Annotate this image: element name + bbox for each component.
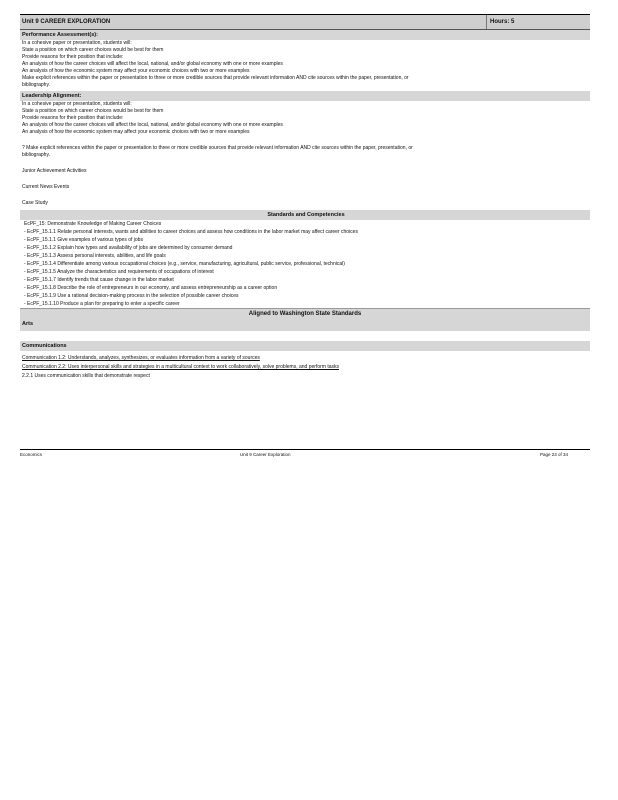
text-line: bibliography. — [22, 152, 50, 158]
standard-item: - EcPF_15.1.1 Give examples of various types of jobs — [24, 237, 143, 243]
text-line: An analysis of how the economic system may affect your economic choices with two or more examples — [22, 129, 250, 135]
footer-page-number: Page 23 of 34 — [540, 452, 569, 457]
text-line: bibliography. — [22, 82, 50, 88]
text-line: Provide reasons for their position that include: — [22, 115, 124, 121]
activity-item: Current News Events — [22, 184, 70, 190]
text-line: ? Make explicit references within the paper or presentation to three or more credible sources that provide relevant information AND cite sources within the paper, presentation, or — [22, 145, 413, 151]
text-line: Provide reasons for their position that include: — [22, 54, 124, 60]
activity-item: Case Study — [22, 200, 48, 206]
text-line: An analysis of how the career choices will affect the local, national, and/or global economy with one or more examples — [22, 61, 283, 67]
communications-heading: Communications — [20, 341, 590, 351]
performance-heading: Performance Assessment(s): — [20, 30, 590, 40]
standard-item: - EcPF_15.1.9 Use a rational decision-making process in the selection of possible career choices — [24, 293, 239, 299]
standard-item: - EcPF_15.1.8 Describe the role of entrepreneurs in our economy, and assess entrepreneurship as a career option — [24, 285, 278, 291]
communication-standard: 2.2.1 Uses communication skills that demonstrate respect — [22, 373, 150, 379]
footer-unit: Unit 9 Career Exploration — [240, 452, 291, 457]
footer-course: Economics — [20, 452, 43, 457]
standard-item: - EcPF_15.1.2 Explain how types and availability of jobs are determined by consumer demand — [24, 245, 233, 251]
text-line: An analysis of how the career choices will affect the local, national, and/or global economy with one or more examples — [22, 122, 283, 128]
standards-heading: Standards and Competencies — [20, 210, 590, 220]
communication-standard: Communication 1.2: Understands, analyzes, synthesizes, or evaluates information from a variety of sources — [22, 355, 260, 361]
standard-item: - EcPF_15.1.3 Assess personal interests, abilities, and life goals — [24, 253, 166, 259]
unit-title: Unit 9 CAREER EXPLORATION — [22, 19, 111, 25]
aligned-heading-bar — [20, 308, 590, 331]
text-line: An analysis of how the economic system may affect your economic choices with two or more examples — [22, 68, 250, 74]
standard-main: EcPF_15: Demonstrate Knowledge of Making Career Choices — [24, 221, 162, 227]
aligned-heading: Aligned to Washington State Standards — [248, 311, 362, 317]
standard-item: - EcPF_15.1.4 Differentiate among various occupational choices (e.g., service, manufacturing, agricultural, public service, professional, technical) — [24, 261, 345, 267]
performance-section — [20, 40, 590, 89]
arts-label: Arts — [22, 321, 34, 327]
page-footer — [20, 449, 590, 457]
unit-header — [20, 14, 590, 30]
communications-section — [20, 351, 590, 381]
standard-item: - EcPF_15.1.7 Identify trends that cause change in the labor market — [24, 277, 174, 283]
standards-section — [20, 220, 590, 308]
standard-item: - EcPF_15.1.10 Produce a plan for preparing to enter a specific career — [24, 301, 180, 307]
standard-item: - EcPF_15.1.1 Relate personal interests, wants and abilities to career choices and assess how conditions in the labor market may affect career choices — [24, 229, 358, 235]
leadership-section — [20, 101, 590, 207]
activity-item: Junior Achievement Activities — [22, 168, 87, 174]
hours-label: Hours: 5 — [486, 15, 590, 29]
text-line: State a position on which career choices would be best for them — [22, 108, 164, 114]
communication-standard: Communication 2.2: Uses interpersonal skills and strategies in a multicultural context to work collaboratively, solve problems, and perform tasks — [22, 364, 339, 370]
leadership-heading: Leadership Alignment: — [20, 91, 590, 101]
document-page — [20, 14, 590, 381]
text-line: In a cohesive paper or presentation, students will: — [22, 40, 132, 46]
text-line: In a cohesive paper or presentation, students will: — [22, 101, 132, 107]
text-line: State a position on which career choices would be best for them — [22, 47, 164, 53]
standard-item: - EcPF_15.1.5 Analyze the characteristics and requirements of occupations of interest — [24, 269, 214, 275]
text-line: Make explicit references within the paper or presentation to three or more credible sources that provide relevant information AND cite sources within the paper, presentation, or — [22, 75, 409, 81]
